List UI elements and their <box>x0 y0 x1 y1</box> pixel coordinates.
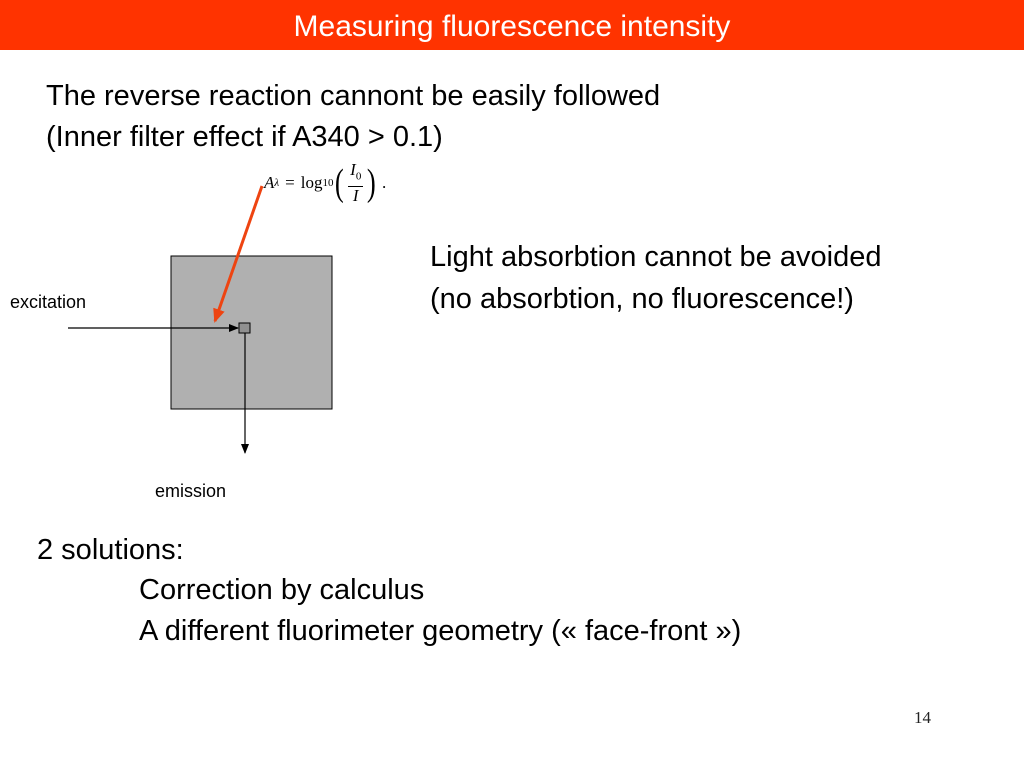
note-line-2: (no absorbtion, no fluorescence!) <box>430 283 854 315</box>
solution-item: Correction by calculus <box>139 574 425 606</box>
formula-lhs-sub: λ <box>274 177 280 189</box>
formula-denominator: I <box>352 185 359 205</box>
page-number: 14 <box>914 708 931 727</box>
formula-numerator-sub: 0 <box>355 170 362 183</box>
slide-title: Measuring fluorescence intensity <box>293 10 731 43</box>
formula-equals: = <box>285 173 295 192</box>
solutions-heading: 2 solutions: <box>37 534 184 566</box>
formula-left-paren: ( <box>335 162 345 204</box>
formula-right-paren: ) <box>367 162 377 204</box>
detection-volume <box>239 323 250 333</box>
excitation-label: excitation <box>10 292 87 312</box>
formula-func-sub: 10 <box>322 177 334 189</box>
intro-line-2: (Inner filter effect if A340 > 0.1) <box>46 121 443 153</box>
formula-func: log <box>300 173 323 192</box>
formula-lhs: A <box>264 173 275 192</box>
note-line-1: Light absorbtion cannot be avoided <box>430 241 882 273</box>
formula-numerator: I <box>350 160 356 180</box>
formula-trailing: . <box>381 173 387 192</box>
cuvette <box>171 256 332 409</box>
solution-item: A different fluorimeter geometry (« face-front ») <box>139 615 742 647</box>
intro-line-1: The reverse reaction cannont be easily followed <box>46 80 661 112</box>
emission-label: emission <box>155 481 227 501</box>
